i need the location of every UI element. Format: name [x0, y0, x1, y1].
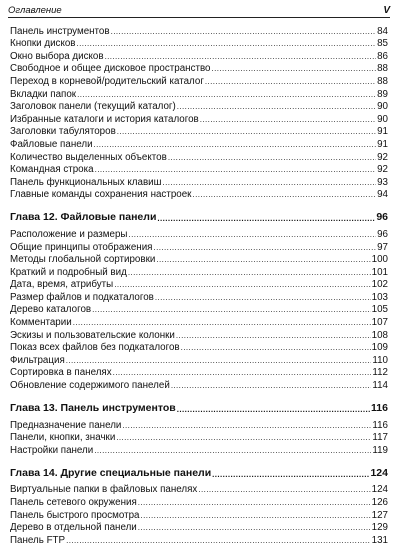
entry-title: Настройки панели: [10, 444, 94, 456]
header-page-number: V: [383, 5, 390, 16]
entry-page-number: 119: [372, 444, 388, 456]
entry-title: Переход в корневой/родительский каталог: [10, 75, 204, 87]
dot-leader: [77, 89, 376, 101]
entry-title: Количество выделенных объектов: [10, 151, 167, 163]
entry-title: Файловые панели: [10, 138, 93, 150]
toc-entry[interactable]: [10, 241, 388, 254]
entry-title: Общие принципы отображения: [10, 241, 153, 253]
entry-page-number: 90: [377, 113, 388, 125]
entry-title: Командная строка: [10, 164, 94, 176]
toc-entry[interactable]: [10, 63, 388, 76]
toc-entry[interactable]: [10, 151, 388, 164]
chapter-page-number: 124: [370, 466, 388, 479]
entry-page-number: 94: [377, 189, 388, 201]
entry-page-number: 131: [371, 534, 388, 546]
entry-title: Главные команды сохранения настроек: [10, 189, 192, 201]
dot-leader: [111, 26, 377, 38]
chapter-page-number: 116: [371, 402, 388, 415]
entry-page-number: 101: [371, 266, 388, 278]
dot-leader: [94, 445, 371, 457]
toc-entry[interactable]: [10, 189, 388, 202]
entry-page-number: 108: [371, 329, 388, 341]
toc-entry[interactable]: [10, 304, 388, 317]
table-of-contents: [10, 25, 388, 547]
toc-entry[interactable]: [10, 113, 388, 126]
dot-leader: [95, 164, 377, 176]
entry-page-number: 88: [377, 75, 388, 87]
toc-entry[interactable]: [10, 379, 388, 392]
entry-page-number: 97: [377, 241, 388, 253]
entry-page-number: 103: [371, 291, 388, 303]
entry-title: Заголовок панели (текущий каталог): [10, 101, 176, 113]
entry-page-number: 91: [377, 138, 388, 150]
entry-page-number: 102: [371, 279, 388, 291]
dot-leader: [114, 279, 370, 291]
entry-page-number: 110: [372, 354, 388, 366]
dot-leader: [66, 535, 371, 547]
entry-page-number: 129: [371, 522, 388, 534]
dot-leader: [212, 63, 377, 75]
dot-leader: [117, 126, 376, 138]
entry-page-number: 93: [377, 176, 388, 188]
dot-leader: [92, 304, 371, 316]
dot-leader: [73, 317, 371, 329]
dot-leader: [138, 497, 371, 509]
chapter-title: Глава 14. Другие специальные панели: [10, 466, 212, 479]
toc-entry[interactable]: [10, 444, 388, 457]
toc-entry[interactable]: [10, 522, 388, 535]
toc-entry[interactable]: [10, 38, 388, 51]
header-title: Оглавление: [8, 5, 62, 16]
dot-leader: [176, 330, 371, 342]
entry-page-number: 88: [377, 63, 388, 75]
dot-leader: [113, 367, 372, 379]
toc-entry[interactable]: [10, 329, 388, 342]
toc-entry[interactable]: [10, 138, 388, 151]
toc-entry[interactable]: [10, 101, 388, 114]
entry-page-number: 96: [377, 228, 388, 240]
toc-entry[interactable]: [10, 88, 388, 101]
dot-leader: [66, 355, 372, 367]
entry-page-number: 107: [371, 317, 388, 329]
entry-title: Предназначение панели: [10, 419, 122, 431]
running-header: [8, 2, 390, 18]
entry-title: Панели, кнопки, значки: [10, 432, 116, 444]
entry-title: Вкладки папок: [10, 88, 77, 100]
entry-page-number: 90: [377, 101, 388, 113]
entry-page-number: 114: [372, 380, 388, 392]
dot-leader: [205, 76, 376, 88]
dot-leader: [177, 403, 370, 415]
entry-page-number: 127: [371, 509, 388, 521]
dot-leader: [128, 229, 376, 241]
entry-page-number: 89: [377, 88, 388, 100]
entry-title: Избранные каталоги и история каталогов: [10, 113, 199, 125]
entry-title: Кнопки дисков: [10, 38, 76, 50]
entry-page-number: 117: [372, 432, 388, 444]
chapter-page-number: 96: [376, 211, 388, 224]
entry-page-number: 84: [377, 25, 388, 37]
chapter-title: Глава 12. Файловые панели: [10, 211, 157, 224]
toc-entry[interactable]: [10, 164, 388, 177]
entry-title: Панель сетевого окружения: [10, 497, 137, 508]
toc-entry[interactable]: [10, 509, 388, 522]
toc-entry[interactable]: [10, 354, 388, 367]
dot-leader: [153, 242, 376, 254]
entry-title: Панель FTP: [10, 534, 66, 546]
entry-title: Краткий и подробный вид: [10, 266, 127, 278]
toc-entry[interactable]: [10, 291, 388, 304]
entry-title: Дерево в отдельной панели: [10, 522, 137, 534]
entry-page-number: 124: [371, 484, 388, 496]
entry-title: Виртуальные папки в файловых панелях: [10, 484, 198, 496]
dot-leader: [140, 510, 370, 522]
entry-page-number: 91: [377, 126, 388, 138]
chapter-title: Глава 13. Панель инструментов: [10, 402, 176, 415]
toc-entry[interactable]: [10, 419, 388, 432]
entry-page-number: 116: [372, 419, 388, 431]
entry-title: Сортировка в панелях: [10, 367, 112, 379]
toc-entry[interactable]: [10, 534, 388, 547]
entry-page-number: 92: [377, 151, 388, 163]
toc-entry[interactable]: [10, 484, 388, 497]
dot-leader: [128, 267, 371, 279]
entry-title: Свободное и общее дисковое пространство: [10, 63, 211, 75]
toc-entry[interactable]: [10, 496, 388, 509]
toc-chapter-heading[interactable]: [10, 210, 388, 224]
dot-leader: [155, 292, 371, 304]
toc-entry[interactable]: [10, 367, 388, 380]
entry-title: Фильтрация: [10, 354, 65, 366]
entry-page-number: 105: [371, 304, 388, 316]
toc-entry[interactable]: [10, 279, 388, 292]
toc-entry[interactable]: [10, 254, 388, 267]
dot-leader: [168, 152, 376, 164]
entry-title: Расположение и размеры: [10, 228, 128, 240]
dot-leader: [77, 38, 377, 50]
toc-entry[interactable]: [10, 25, 388, 38]
entry-title: Эскизы и пользовательские колонки: [10, 329, 175, 341]
entry-title: Методы глобальной сортировки: [10, 254, 156, 266]
entry-page-number: 109: [371, 342, 388, 354]
toc-entry[interactable]: [10, 316, 388, 329]
entry-title: Показ всех файлов без подкаталогов: [10, 342, 180, 354]
entry-page-number: 85: [377, 38, 388, 50]
dot-leader: [156, 254, 370, 266]
toc-entry[interactable]: [10, 176, 388, 189]
dot-leader: [122, 420, 371, 432]
entry-title: Обновление содержимого панелей: [10, 380, 170, 392]
toc-chapter-heading[interactable]: [10, 401, 388, 415]
entry-page-number: 126: [371, 497, 388, 508]
entry-title: Окно выбора дисков: [10, 50, 104, 62]
dot-leader: [200, 114, 376, 126]
dot-leader: [171, 380, 372, 392]
entry-title: Заголовки табуляторов: [10, 126, 116, 138]
toc-entry[interactable]: [10, 266, 388, 279]
entry-title: Дерево каталогов: [10, 304, 92, 316]
entry-title: Панель функциональных клавиш: [10, 176, 162, 188]
entry-page-number: 100: [371, 254, 388, 266]
entry-page-number: 86: [377, 50, 388, 62]
toc-entry[interactable]: [10, 50, 388, 63]
toc-entry[interactable]: [10, 432, 388, 445]
entry-title: Комментарии: [10, 317, 72, 329]
entry-page-number: 112: [372, 367, 388, 379]
dot-leader: [105, 51, 377, 63]
entry-title: Дата, время, атрибуты: [10, 279, 114, 291]
toc-entry[interactable]: [10, 342, 388, 355]
dot-leader: [177, 101, 376, 113]
toc-chapter-heading[interactable]: [10, 466, 388, 480]
dot-leader: [138, 522, 371, 534]
dot-leader: [94, 139, 377, 151]
entry-title: Размер файлов и подкаталогов: [10, 291, 154, 303]
dot-leader: [116, 432, 371, 444]
toc-entry[interactable]: [10, 126, 388, 139]
entry-page-number: 92: [377, 164, 388, 176]
dot-leader: [192, 189, 376, 201]
dot-leader: [212, 468, 369, 480]
dot-leader: [163, 177, 377, 189]
entry-title: Панель быстрого просмотра: [10, 509, 140, 521]
toc-entry[interactable]: [10, 228, 388, 241]
dot-leader: [181, 342, 371, 354]
dot-leader: [157, 212, 375, 224]
entry-title: Панель инструментов: [10, 25, 110, 37]
dot-leader: [198, 484, 370, 496]
toc-entry[interactable]: [10, 75, 388, 88]
